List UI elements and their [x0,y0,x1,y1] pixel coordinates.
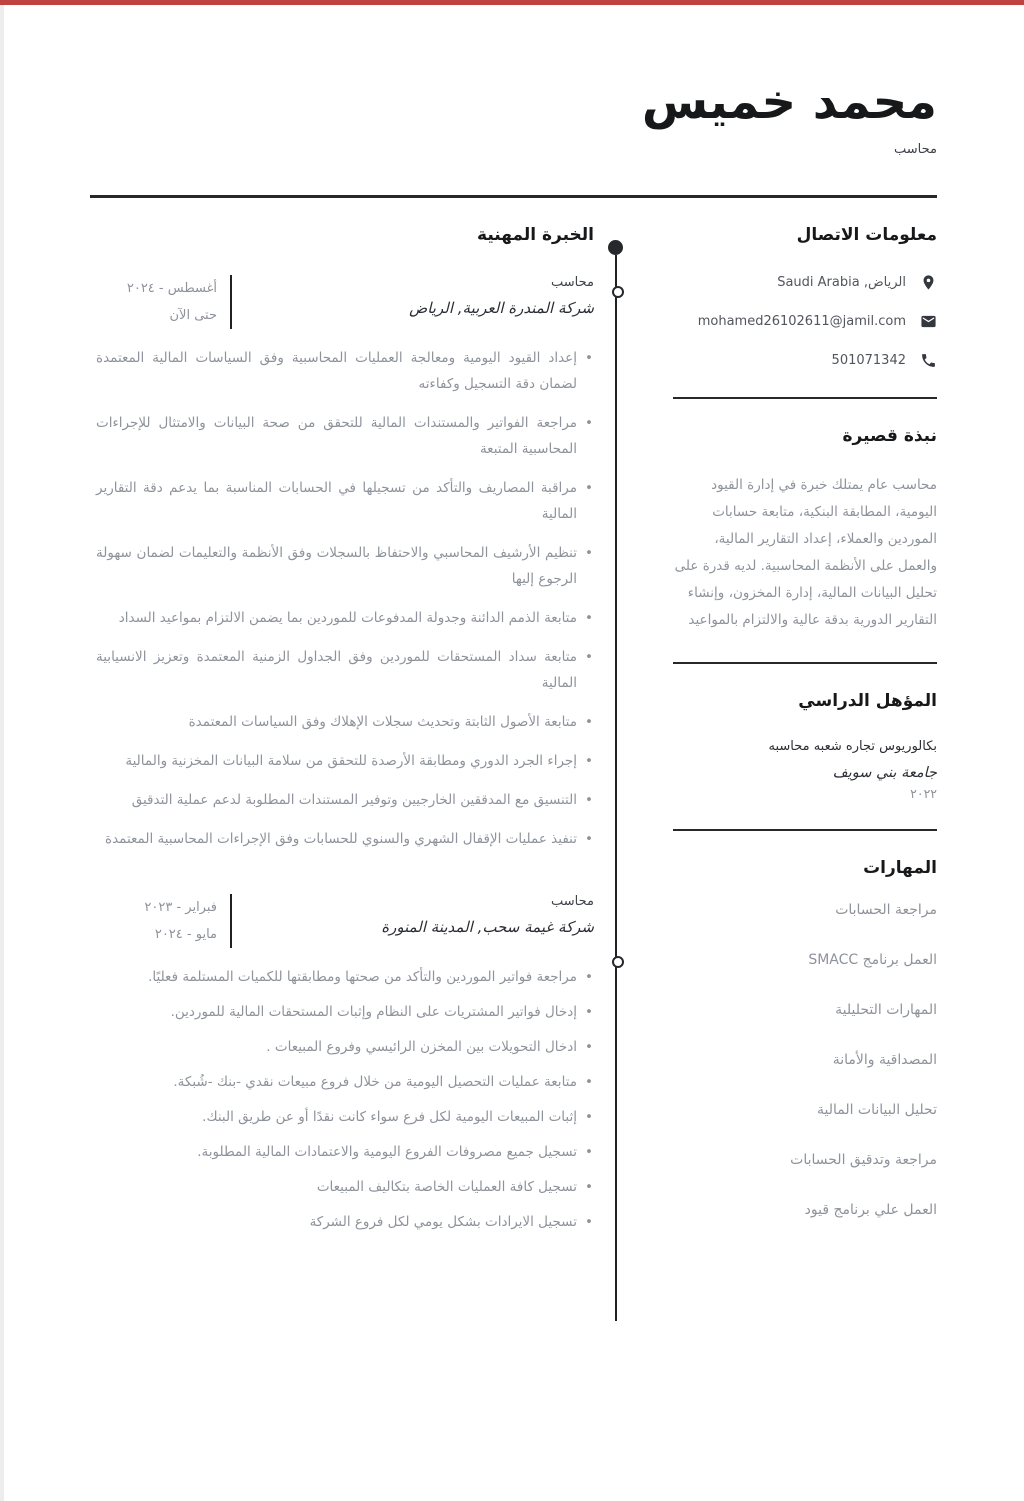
job-bullet: • تنظيم الأرشيف المحاسبي والاحتفاظ بالسجلات وفق الأنظمة والتعليمات لضمان سهولة الرجوع إليها [96,540,594,592]
contact-section-heading: معلومات الاتصال [796,225,937,245]
job-bullet: • تسجيل كافة العمليات الخاصة بتكاليف المبيعات [96,1174,594,1200]
skill-item: مراجعة الحسابات [835,902,937,918]
timeline-job-marker-icon [612,286,624,298]
contact-row-phone [673,351,937,369]
job-bullet: • ادخال التحويلات بين المخزن الرائيسي وفروع المبيعات . [96,1034,594,1060]
candidate-job-title: محاسب [894,142,937,157]
contact-location-value: الرياض, Saudi Arabia [777,274,906,290]
timeline-start-dot-icon [608,240,623,255]
education-section-heading: المؤهل الدراسي [798,691,937,711]
job-date-to: مايو - ٢٠٢٤ [154,927,217,942]
job-bullet: • مراجعة فواتير الموردين والتأكد من صحتها ومطابقتها للكميات المستلمة فعليًا. [96,964,594,990]
location-pin-icon [919,273,937,291]
job-bullet-list [96,964,594,1235]
summary-text: محاسب عام يمتلك خبرة في إدارة القيود اليومية، المطابقة البنكية، متابعة حسابات الموردين والعملاء، إعداد التقارير المالية، والعمل على الأنظمة المحاسبية. لديه قدرة على تحليل البيانات المالية، إدارة المخزون، وإنشاء التقارير الدورية بدقة عالية والالتزام بالمواعيد [674,477,937,628]
top-accent-bar [0,0,1024,5]
experience-section-heading: الخبرة المهنية [477,225,594,245]
contact-row-location [673,273,937,291]
skill-item: مراجعة وتدقيق الحسابات [790,1152,937,1168]
timeline-line [615,255,617,1321]
skills-section-heading: المهارات [863,858,937,878]
job-header [96,894,594,948]
job-dates [96,275,232,329]
experience-job-2 [96,894,594,1235]
job-date-from: فبراير - ٢٠٢٣ [144,900,217,915]
job-bullet: • مراقبة المصاريف والتأكد من تسجيلها في الحسابات المناسبة بما يدعم دقة التقارير المالية [96,475,594,527]
job-bullet: • مراجعة الفواتير والمستندات المالية للتحقق من صحة البيانات والامتثال للإجراءات المحاسبية المتبعة [96,410,594,462]
job-company: شركة المندرة العربية, الرياض [409,299,594,317]
job-header [96,275,594,329]
sidebar-divider [673,829,937,831]
job-company: شركة غيمة سحب, المدينة المنورة [381,918,594,936]
sidebar-divider [673,397,937,399]
contact-phone-value: 501071342 [831,352,906,368]
job-bullet: • التنسيق مع المدققين الخارجيين وتوفير المستندات المطلوبة لدعم عملية التدقيق [96,787,594,813]
contact-list [673,273,937,369]
job-title-block [381,894,594,936]
job-date-from: أغسطس - ٢٠٢٤ [126,281,217,296]
phone-icon [919,351,937,369]
education-school: جامعة بني سويف [832,765,937,781]
job-bullet-list [96,345,594,852]
job-dates [96,894,232,948]
job-title-block [409,275,594,317]
job-bullet: • تنفيذ عمليات الإقفال الشهري والسنوي للحسابات وفق الإجراءات المحاسبية المعتمدة [96,826,594,852]
summary-section-heading: نبذة قصيرة [842,426,937,446]
education-year: ٢٠٢٢ [910,786,937,801]
skills-list [673,902,937,1218]
job-bullet: • إجراء الجرد الدوري ومطابقة الأرصدة للتحقق من سلامة البيانات المخزنية والمالية [96,748,594,774]
job-bullet: • إثبات المبيعات اليومية لكل فرع سواء كانت نقدًا أو عن طريق البنك. [96,1104,594,1130]
sidebar-divider [673,662,937,664]
skill-item: العمل علي برنامج قيود [804,1202,937,1218]
job-bullet: • متابعة عمليات التحصيل اليومية من خلال فروع مبيعات نقدي -بنك -شُبكة. [96,1069,594,1095]
candidate-name: محمد خميس [641,74,937,130]
timeline-job-marker-icon [612,956,624,968]
contact-row-email [673,312,937,330]
body-columns [90,198,937,1252]
email-icon [919,312,937,330]
sidebar [673,198,937,1252]
experience-job-1 [96,275,594,852]
job-bullet: • متابعة سداد المستحقات للموردين وفق الجداول الزمنية المعتمدة وتعزيز الانسيابية المالية [96,644,594,696]
resume-header [90,0,937,198]
contact-email-value: mohamed26102611@jamil.com [697,313,906,329]
job-bullet: • إدخال فواتير المشتريات على النظام وإثبات المستحقات المالية للموردين. [96,999,594,1025]
job-bullet: • متابعة الأصول الثابتة وتحديث سجلات الإهلاك وفق السياسات المعتمدة [96,709,594,735]
job-bullet: • تسجيل جميع مصروفات الفروع اليومية والاعتمادات المالية المطلوبة. [96,1139,594,1165]
skill-item: تحليل البيانات المالية [816,1102,937,1118]
experience-column [90,198,649,1244]
skill-item: العمل برنامج SMACC [808,952,937,968]
job-title: محاسب [551,894,594,909]
page-left-edge [0,5,4,1501]
job-bullet: • إعداد القيود اليومية ومعالجة العمليات المحاسبية وفق السياسات المالية المعتمدة لضمان دقة التسجيل وكفاءته [96,345,594,397]
job-bullet: • تسجيل الايرادات بشكل يومي لكل فروع الشركة [96,1209,594,1235]
education-degree: بكالوريوس تجاره شعبه محاسبه [768,739,937,754]
job-bullet: • متابعة الذمم الدائنة وجدولة المدفوعات للموردين بما يضمن الالتزام بمواعيد السداد [96,605,594,631]
skill-item: المصداقية والأمانة [832,1052,937,1068]
job-date-to: حتى الآن [169,308,217,323]
skill-item: المهارات التحليلية [835,1002,937,1018]
job-title: محاسب [551,275,594,290]
